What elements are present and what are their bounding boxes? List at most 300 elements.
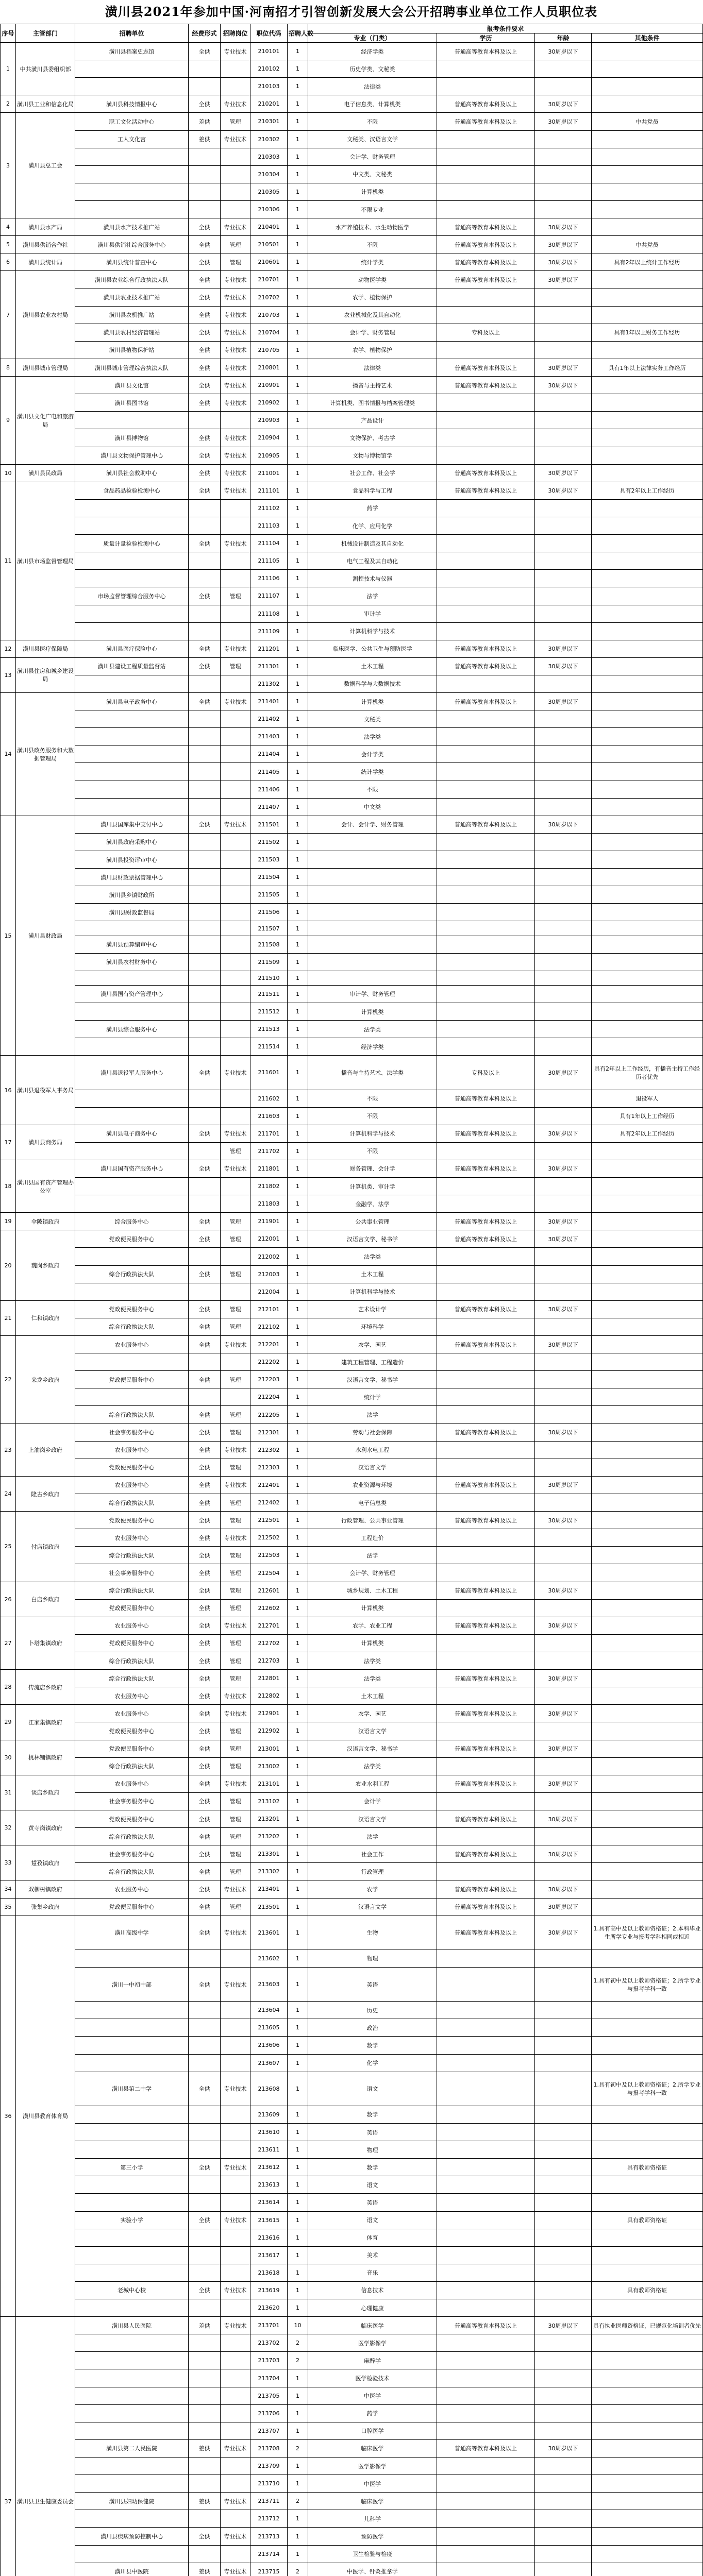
funding-cell — [189, 2387, 221, 2404]
table-row — [1, 236, 703, 253]
education-cell — [437, 851, 535, 869]
headcount-cell: 1 — [288, 218, 308, 236]
other-cell — [592, 2369, 703, 2387]
dept-cell: 仁和镇政府 — [16, 1300, 75, 1335]
major-cell: 数据科学与大数据技术 — [308, 675, 437, 692]
unit-cell: 潢川县乡镇财政所 — [75, 886, 189, 904]
funding-cell: 全供 — [189, 1740, 221, 1757]
education-cell — [437, 200, 535, 218]
unit-cell — [75, 745, 189, 763]
headcount-cell: 1 — [288, 728, 308, 745]
age-cell — [535, 1195, 592, 1213]
unit-cell: 农业服务中心 — [75, 1775, 189, 1792]
other-cell — [592, 1371, 703, 1388]
table-row — [1, 1459, 703, 1476]
other-cell — [592, 2229, 703, 2246]
major-cell: 音乐 — [308, 2264, 437, 2281]
other-cell — [592, 1828, 703, 1845]
post-code-cell: 212201 — [250, 1336, 288, 1353]
age-cell — [535, 1107, 592, 1125]
post-type-cell — [221, 165, 250, 183]
unit-cell — [75, 2141, 189, 2159]
table-header — [1, 24, 703, 43]
seq-cell: 27 — [1, 1617, 16, 1669]
headcount-cell: 2 — [288, 2563, 308, 2576]
age-cell — [535, 306, 592, 324]
other-cell — [592, 1248, 703, 1265]
major-cell: 不限 — [308, 113, 437, 130]
funding-cell: 全供 — [189, 1512, 221, 1529]
unit-cell: 农业服务中心 — [75, 1441, 189, 1459]
education-cell — [437, 904, 535, 921]
education-cell — [437, 869, 535, 886]
education-cell — [437, 2422, 535, 2439]
post-type-cell: 管理 — [221, 1757, 250, 1775]
table-row — [1, 2229, 703, 2246]
education-cell — [437, 985, 535, 1003]
other-cell — [592, 953, 703, 971]
unit-cell — [75, 499, 189, 517]
seq-cell: 33 — [1, 1845, 16, 1880]
age-cell — [535, 2106, 592, 2123]
education-cell — [437, 2246, 535, 2264]
age-cell: 30周岁以下 — [535, 1423, 592, 1441]
headcount-cell: 1 — [288, 1792, 308, 1810]
education-cell — [437, 1021, 535, 1038]
age-cell — [535, 2054, 592, 2072]
funding-cell: 全供 — [189, 236, 221, 253]
age-cell — [535, 1599, 592, 1617]
table-row — [1, 1810, 703, 1827]
education-cell — [437, 1388, 535, 1406]
post-code-cell: 213101 — [250, 1775, 288, 1792]
table-row — [1, 2475, 703, 2493]
post-type-cell — [221, 605, 250, 622]
other-cell — [592, 271, 703, 289]
headcount-cell: 1 — [288, 1810, 308, 1827]
table-row — [1, 429, 703, 447]
seq-cell: 24 — [1, 1476, 16, 1511]
post-code-cell: 210702 — [250, 289, 288, 306]
major-cell: 政治 — [308, 2019, 437, 2037]
funding-cell: 全供 — [189, 640, 221, 657]
major-cell: 化学、应用化学 — [308, 517, 437, 534]
post-type-cell: 管理 — [221, 1371, 250, 1388]
post-code-cell: 210903 — [250, 412, 288, 429]
post-type-cell: 专业技术 — [221, 816, 250, 833]
major-cell: 水利水电工程 — [308, 1441, 437, 1459]
seq-cell: 19 — [1, 1213, 16, 1230]
dept-cell: 潢川县卫生健康委员会 — [16, 2317, 75, 2576]
funding-cell: 全供 — [189, 2211, 221, 2229]
education-cell: 普通高等教育本科及以上 — [437, 1670, 535, 1687]
table-row — [1, 2264, 703, 2281]
other-cell — [592, 886, 703, 904]
headcount-cell: 1 — [288, 2002, 308, 2019]
major-cell: 电子信息类、计算机类 — [308, 95, 437, 113]
post-type-cell — [221, 1388, 250, 1406]
headcount-cell: 1 — [288, 324, 308, 341]
unit-cell: 社会事务服务中心 — [75, 1423, 189, 1441]
age-cell — [535, 1388, 592, 1406]
age-cell — [535, 148, 592, 165]
post-type-cell — [221, 2054, 250, 2072]
education-cell — [437, 570, 535, 587]
headcount-cell: 1 — [288, 2404, 308, 2422]
education-cell — [437, 2002, 535, 2019]
education-cell — [437, 165, 535, 183]
table-row — [1, 798, 703, 816]
major-cell — [308, 953, 437, 971]
post-code-cell: 213613 — [250, 2176, 288, 2194]
other-cell — [592, 640, 703, 657]
post-type-cell: 专业技术 — [221, 1916, 250, 1950]
unit-cell: 潢川县妇幼保健院 — [75, 2493, 189, 2510]
post-type-cell: 管理 — [221, 253, 250, 271]
headcount-cell: 1 — [288, 2545, 308, 2563]
age-cell — [535, 1828, 592, 1845]
dept-cell: 桃林铺镇政府 — [16, 1740, 75, 1775]
education-cell — [437, 1634, 535, 1652]
post-code-cell: 212802 — [250, 1687, 288, 1705]
education-cell: 普通高等教育本科及以上 — [437, 1740, 535, 1757]
unit-cell: 潢川县农村财务中心 — [75, 953, 189, 971]
unit-cell: 社会事务服务中心 — [75, 1564, 189, 1582]
education-cell — [437, 728, 535, 745]
age-cell — [535, 324, 592, 341]
major-cell: 文秘类 — [308, 710, 437, 728]
age-cell — [535, 1547, 592, 1564]
major-cell: 语文 — [308, 2072, 437, 2106]
funding-cell — [189, 2404, 221, 2422]
other-cell — [592, 1898, 703, 1916]
major-cell: 法律类 — [308, 78, 437, 95]
post-code-cell: 210201 — [250, 95, 288, 113]
funding-cell — [189, 2545, 221, 2563]
major-cell: 临床医学 — [308, 2317, 437, 2334]
education-cell: 普通高等教育本科及以上 — [437, 95, 535, 113]
post-type-cell: 专业技术 — [221, 1476, 250, 1494]
major-cell: 农业机械化及其自动化 — [308, 306, 437, 324]
age-cell: 30周岁以下 — [535, 1880, 592, 1898]
headcount-cell: 1 — [288, 605, 308, 622]
age-cell — [535, 1863, 592, 1880]
age-cell: 30周岁以下 — [535, 464, 592, 482]
major-cell: 动物医学类 — [308, 271, 437, 289]
other-cell — [592, 936, 703, 953]
dept-cell: 潢川县国有资产管理办公室 — [16, 1160, 75, 1212]
headcount-cell: 1 — [288, 552, 308, 570]
major-cell: 会计学、财务管理 — [308, 148, 437, 165]
table-row — [1, 1599, 703, 1617]
other-cell — [592, 412, 703, 429]
age-cell — [535, 763, 592, 781]
post-code-cell: 213302 — [250, 1863, 288, 1880]
headcount-cell: 1 — [288, 95, 308, 113]
major-cell: 水产养殖技术、水生动物医学 — [308, 218, 437, 236]
headcount-cell: 1 — [288, 1195, 308, 1213]
other-cell — [592, 2123, 703, 2141]
funding-cell: 全供 — [189, 1265, 221, 1283]
major-cell: 法学类 — [308, 1652, 437, 1670]
major-cell: 汉语言文学 — [308, 1459, 437, 1476]
post-type-cell — [221, 148, 250, 165]
post-type-cell — [221, 2387, 250, 2404]
unit-cell: 潢川县国库集中支付中心 — [75, 816, 189, 833]
dept-cell: 踅孜镇政府 — [16, 1845, 75, 1880]
funding-cell: 全供 — [189, 1529, 221, 1547]
education-cell — [437, 763, 535, 781]
unit-cell: 潢川县科技情报中心 — [75, 95, 189, 113]
education-cell — [437, 1863, 535, 1880]
post-code-cell: 211602 — [250, 1090, 288, 1107]
header-code: 职位代码 — [250, 24, 288, 43]
funding-cell — [189, 2299, 221, 2317]
other-cell — [592, 675, 703, 692]
education-cell — [437, 710, 535, 728]
major-cell: 土木工程 — [308, 657, 437, 675]
unit-cell — [75, 1090, 189, 1107]
post-type-cell: 管理 — [221, 113, 250, 130]
headcount-cell: 1 — [288, 921, 308, 936]
unit-cell: 潢川县投资评审中心 — [75, 851, 189, 869]
funding-cell — [189, 985, 221, 1003]
unit-cell — [75, 763, 189, 781]
funding-cell: 全供 — [189, 377, 221, 394]
unit-cell: 潢川县供销社综合服务中心 — [75, 236, 189, 253]
funding-cell: 全供 — [189, 306, 221, 324]
major-cell: 物理 — [308, 2141, 437, 2159]
education-cell — [437, 622, 535, 640]
other-cell: 具有2年以上工作经历，有播音主持工作经历者优先 — [592, 1056, 703, 1090]
other-cell — [592, 1810, 703, 1827]
post-type-cell: 管理 — [221, 1142, 250, 1160]
headcount-cell: 1 — [288, 953, 308, 971]
age-cell: 30周岁以下 — [535, 2439, 592, 2457]
post-type-cell — [221, 1038, 250, 1056]
post-code-cell: 211201 — [250, 640, 288, 657]
post-code-cell: 211301 — [250, 657, 288, 675]
post-code-cell: 213611 — [250, 2141, 288, 2159]
post-code-cell: 211512 — [250, 1003, 288, 1020]
age-cell: 30周岁以下 — [535, 1582, 592, 1599]
table-row — [1, 552, 703, 570]
education-cell — [437, 1195, 535, 1213]
post-type-cell: 管理 — [221, 1845, 250, 1863]
unit-cell: 党政便民服务中心 — [75, 1740, 189, 1757]
seq-cell: 17 — [1, 1125, 16, 1160]
unit-cell — [75, 2510, 189, 2528]
education-cell — [437, 1599, 535, 1617]
age-cell — [535, 904, 592, 921]
post-type-cell — [221, 200, 250, 218]
seq-cell: 2 — [1, 95, 16, 113]
major-cell: 临床医学、公共卫生与预防医学 — [308, 640, 437, 657]
age-cell — [535, 552, 592, 570]
education-cell — [437, 2037, 535, 2054]
unit-cell — [75, 2123, 189, 2141]
post-code-cell: 213617 — [250, 2246, 288, 2264]
other-cell — [592, 1230, 703, 1248]
post-code-cell: 211702 — [250, 1142, 288, 1160]
post-type-cell — [221, 60, 250, 78]
headcount-cell: 1 — [288, 289, 308, 306]
headcount-cell: 1 — [288, 745, 308, 763]
funding-cell: 全供 — [189, 2281, 221, 2299]
major-cell: 化学 — [308, 2054, 437, 2072]
header-seq: 序号 — [1, 24, 16, 43]
other-cell — [592, 1529, 703, 1547]
table-row — [1, 1195, 703, 1213]
header-num: 招聘人数 — [288, 24, 308, 43]
age-cell — [535, 2352, 592, 2369]
dept-cell: 潢川县政务服务和大数据管理局 — [16, 693, 75, 816]
unit-cell: 潢川县建设工程质量监督站 — [75, 657, 189, 675]
funding-cell: 全供 — [189, 1423, 221, 1441]
headcount-cell: 1 — [288, 1213, 308, 1230]
post-type-cell: 专业技术 — [221, 447, 250, 464]
post-type-cell: 管理 — [221, 1318, 250, 1335]
post-code-cell: 211405 — [250, 763, 288, 781]
education-cell — [437, 429, 535, 447]
post-code-cell: 210102 — [250, 60, 288, 78]
funding-cell: 差供 — [189, 2439, 221, 2457]
other-cell — [592, 2194, 703, 2211]
unit-cell: 综合行政执法大队 — [75, 1828, 189, 1845]
unit-cell: 潢川县中医院 — [75, 2563, 189, 2576]
unit-cell — [75, 2019, 189, 2037]
other-cell — [592, 289, 703, 306]
age-cell — [535, 1178, 592, 1195]
major-cell — [308, 936, 437, 953]
post-type-cell — [221, 2123, 250, 2141]
education-cell — [437, 886, 535, 904]
table-row — [1, 1634, 703, 1652]
post-code-cell: 210302 — [250, 130, 288, 148]
unit-cell: 社会事务服务中心 — [75, 1792, 189, 1810]
post-type-cell — [221, 728, 250, 745]
table-row — [1, 1248, 703, 1265]
funding-cell — [189, 2176, 221, 2194]
seq-cell: 14 — [1, 693, 16, 816]
table-row — [1, 165, 703, 183]
headcount-cell: 1 — [288, 763, 308, 781]
post-code-cell: 212504 — [250, 1564, 288, 1582]
other-cell — [592, 1775, 703, 1792]
age-cell: 30周岁以下 — [535, 271, 592, 289]
headcount-cell: 1 — [288, 1300, 308, 1318]
post-type-cell: 管理 — [221, 1810, 250, 1827]
dept-cell: 潢川县农业农村局 — [16, 271, 75, 359]
funding-cell — [189, 165, 221, 183]
other-cell — [592, 2528, 703, 2545]
major-cell: 中医学、针灸推拿学 — [308, 2563, 437, 2576]
headcount-cell: 1 — [288, 447, 308, 464]
unit-cell — [75, 2334, 189, 2352]
post-type-cell — [221, 1248, 250, 1265]
education-cell: 普通高等教育本科及以上 — [437, 1845, 535, 1863]
education-cell — [437, 341, 535, 359]
other-cell: 退役军人 — [592, 1090, 703, 1107]
post-code-cell: 210501 — [250, 236, 288, 253]
age-cell — [535, 1353, 592, 1371]
funding-cell: 全供 — [189, 289, 221, 306]
major-cell: 行政管理、公共事业管理 — [308, 1512, 437, 1529]
table-row — [1, 412, 703, 429]
post-type-cell: 专业技术 — [221, 482, 250, 499]
post-type-cell: 管理 — [221, 1406, 250, 1423]
major-cell: 中文类、文秘类 — [308, 165, 437, 183]
seq-cell: 31 — [1, 1775, 16, 1810]
table-row — [1, 2159, 703, 2176]
dept-cell: 江家集镇政府 — [16, 1705, 75, 1740]
unit-cell — [75, 798, 189, 816]
age-cell — [535, 1529, 592, 1547]
funding-cell: 全供 — [189, 1757, 221, 1775]
post-type-cell — [221, 833, 250, 851]
header-age: 年龄 — [535, 33, 592, 43]
education-cell — [437, 2264, 535, 2281]
funding-cell — [189, 499, 221, 517]
table-row — [1, 2422, 703, 2439]
headcount-cell: 1 — [288, 1634, 308, 1652]
education-cell: 普通高等教育本科及以上 — [437, 640, 535, 657]
age-cell — [535, 1634, 592, 1652]
other-cell — [592, 535, 703, 552]
headcount-cell: 1 — [288, 1406, 308, 1423]
dept-cell: 付店镇政府 — [16, 1512, 75, 1582]
post-type-cell: 专业技术 — [221, 289, 250, 306]
headcount-cell: 1 — [288, 587, 308, 605]
unit-cell — [75, 971, 189, 985]
table-row — [1, 1670, 703, 1687]
post-type-cell: 专业技术 — [221, 1967, 250, 2001]
seq-cell: 5 — [1, 236, 16, 253]
funding-cell — [189, 2002, 221, 2019]
education-cell — [437, 1687, 535, 1705]
major-cell: 数学 — [308, 2037, 437, 2054]
education-cell — [437, 552, 535, 570]
age-cell — [535, 2528, 592, 2545]
unit-cell: 党政便民服务中心 — [75, 1512, 189, 1529]
post-code-cell: 213703 — [250, 2352, 288, 2369]
education-cell — [437, 675, 535, 692]
age-cell — [535, 622, 592, 640]
other-cell — [592, 1617, 703, 1634]
post-code-cell: 211401 — [250, 693, 288, 710]
headcount-cell: 1 — [288, 2229, 308, 2246]
major-cell: 会计学 — [308, 1792, 437, 1810]
table-row — [1, 936, 703, 953]
age-cell: 30周岁以下 — [535, 1056, 592, 1090]
age-cell — [535, 587, 592, 605]
seq-cell: 21 — [1, 1300, 16, 1335]
age-cell — [535, 1248, 592, 1265]
education-cell — [437, 1459, 535, 1476]
age-cell — [535, 429, 592, 447]
education-cell — [437, 2563, 535, 2576]
major-cell: 预防医学 — [308, 2528, 437, 2545]
age-cell — [535, 2334, 592, 2352]
post-type-cell: 管理 — [221, 1459, 250, 1476]
major-cell: 社会工作、社会学 — [308, 464, 437, 482]
major-cell: 产品设计 — [308, 412, 437, 429]
table-row — [1, 2002, 703, 2019]
unit-cell — [75, 2037, 189, 2054]
age-cell — [535, 2369, 592, 2387]
major-cell: 环境科学 — [308, 1318, 437, 1335]
post-type-cell: 专业技术 — [221, 1336, 250, 1353]
